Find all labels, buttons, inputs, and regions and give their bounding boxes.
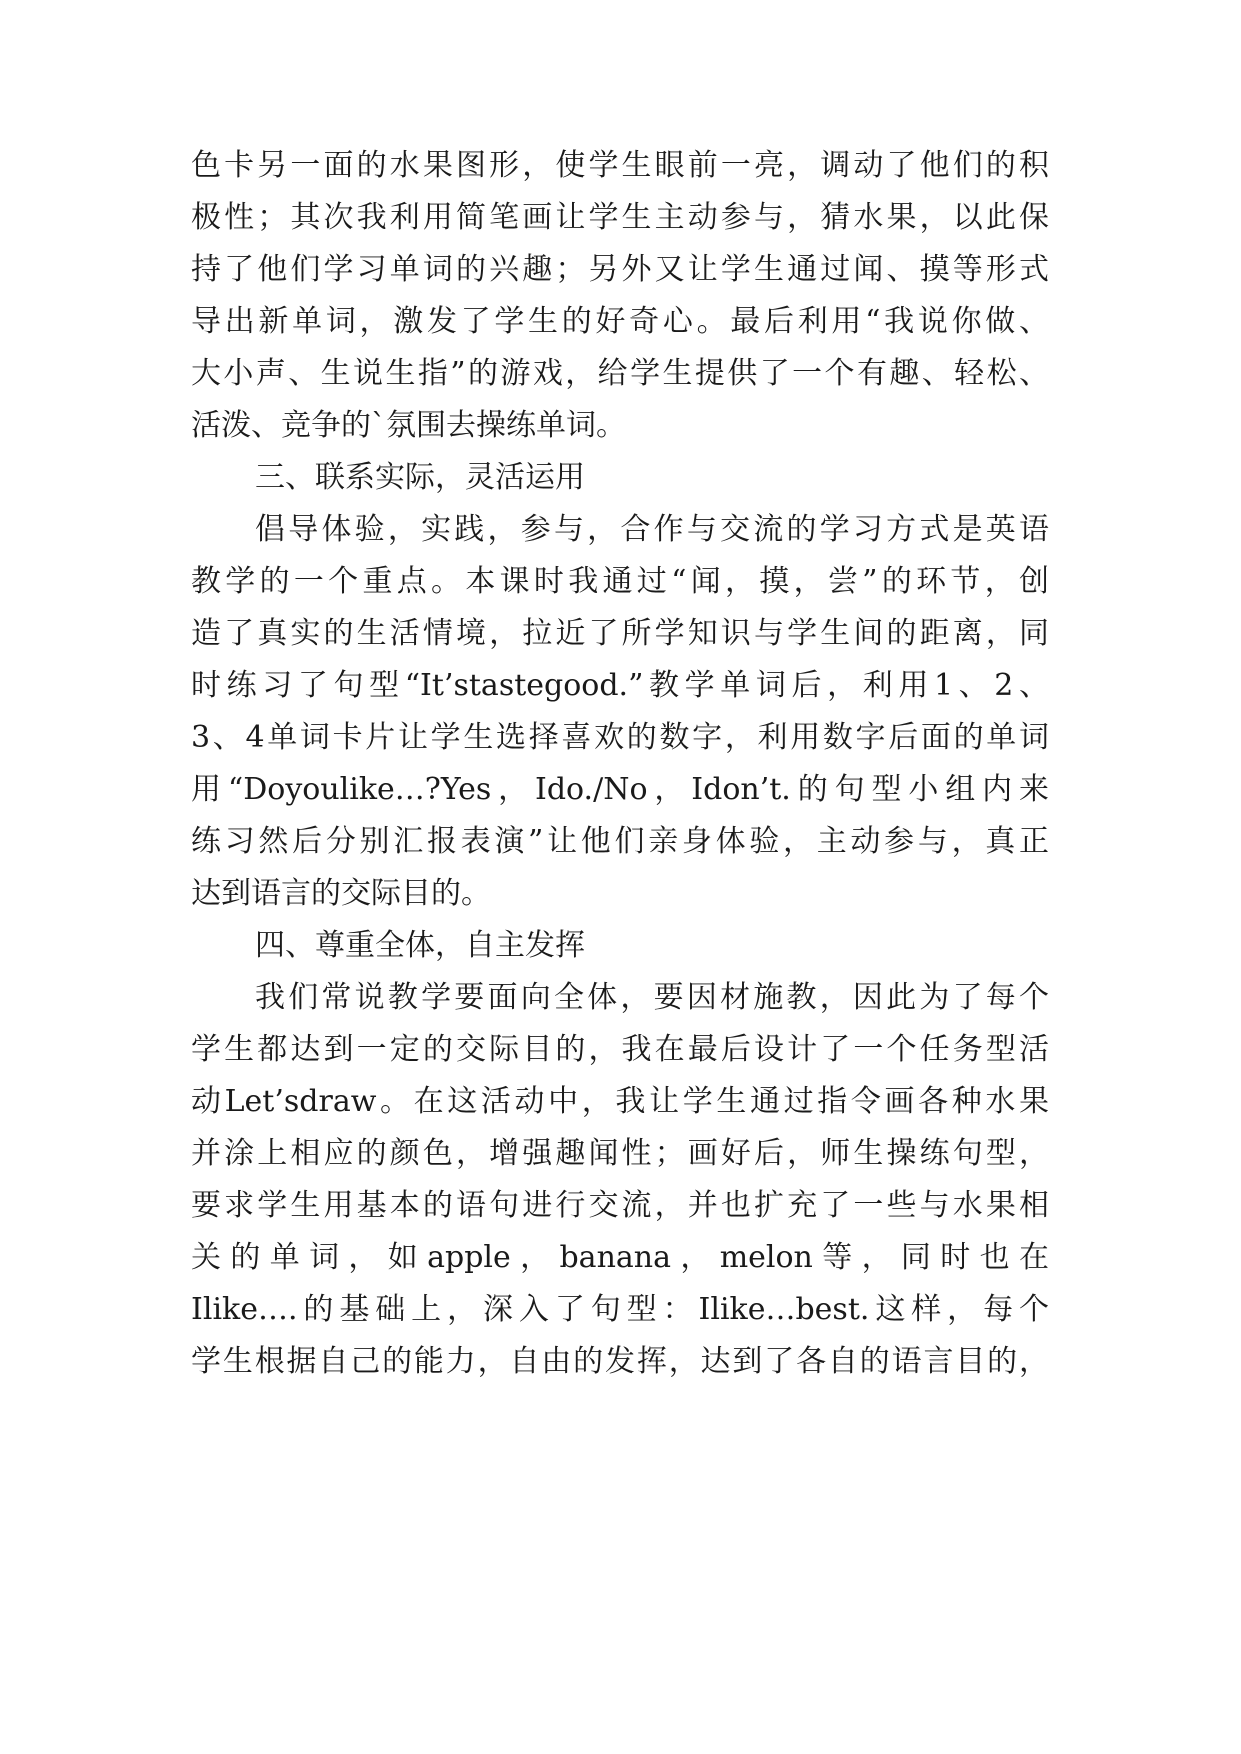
- text-line: 教学的一个重点。本课时我通过“闻，摸，尝”的环节，创: [191, 564, 1049, 599]
- text-line: 关的单词，如apple，banana，melon等，同时也在: [191, 1240, 1049, 1275]
- text-line: 导出新单词，激发了学生的好奇心。最后利用“我说你做、: [191, 304, 1049, 339]
- text-line: Ilike….的基础上，深入了句型：Ilike…best.这样，每个: [191, 1292, 1049, 1327]
- text-line: 要求学生用基本的语句进行交流，并也扩充了一些与水果相: [191, 1188, 1049, 1223]
- text-line: 学生根据自己的能力，自由的发挥，达到了各自的语言目的，: [191, 1344, 1049, 1379]
- text-line: 时练习了句型“It’stastegood.”教学单词后，利用1、2、: [191, 668, 1049, 703]
- text-line: 练习然后分别汇报表演”让他们亲身体验，主动参与，真正: [191, 824, 1049, 859]
- text-line: 我们常说教学要面向全体，要因材施教，因此为了每个: [255, 980, 1049, 1015]
- text-line: 活泼、竞争的`氛围去操练单词。: [191, 408, 626, 443]
- text-line: 学生都达到一定的交际目的，我在最后设计了一个任务型活: [191, 1032, 1049, 1067]
- text-line: 并涂上相应的颜色，增强趣闻性；画好后，师生操练句型，: [191, 1136, 1049, 1171]
- text-line: 持了他们学习单词的兴趣；另外又让学生通过闻、摸等形式: [191, 252, 1049, 287]
- text-line: 3、4单词卡片让学生选择喜欢的数字，利用数字后面的单词: [191, 720, 1049, 755]
- text-line: 色卡另一面的水果图形，使学生眼前一亮，调动了他们的积: [191, 148, 1049, 183]
- section-heading: 三、联系实际，灵活运用: [255, 460, 585, 495]
- text-line: 动Let’sdraw。在这活动中，我让学生通过指令画各种水果: [191, 1084, 1049, 1119]
- text-line: 极性；其次我利用简笔画让学生主动参与，猜水果，以此保: [191, 200, 1049, 235]
- text-line: 用“Doyoulike…?Yes，Ido./No，Idon’t.的句型小组内来: [191, 772, 1049, 807]
- section-heading: 四、尊重全体，自主发挥: [255, 928, 585, 963]
- text-line: 造了真实的生活情境，拉近了所学知识与学生间的距离，同: [191, 616, 1049, 651]
- text-line: 达到语言的交际目的。: [191, 876, 491, 911]
- text-line: 倡导体验，实践，参与，合作与交流的学习方式是英语: [255, 512, 1049, 547]
- text-line: 大小声、生说生指”的游戏，给学生提供了一个有趣、轻松、: [191, 356, 1049, 391]
